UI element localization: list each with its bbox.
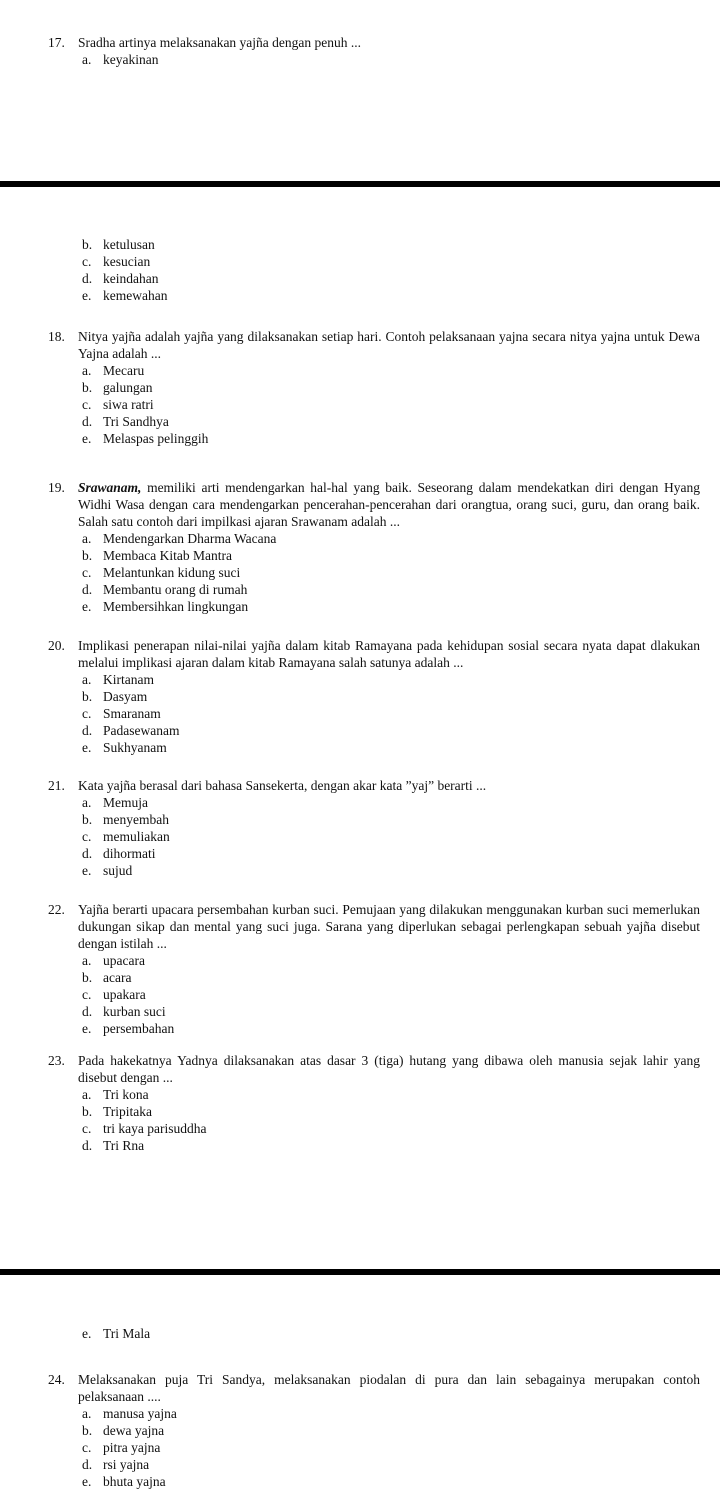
question-19 [48,479,700,615]
question-text: 21. Kata yajña berasal dari bahasa Sansekerta, dengan akar kata ”yaj” berarti ... [48,778,487,793]
option-text: Melantunkan kidung suci [103,565,241,580]
option-text: ketulusan [103,237,155,252]
option-text: Tripitaka [103,1104,153,1119]
option-letter: e. [82,863,92,878]
option-item [82,1325,700,1342]
option-letter: c. [82,565,92,580]
options-list [48,1325,700,1342]
question-number: 18. [48,329,65,344]
option-item [82,828,700,845]
options-list [48,1086,700,1154]
options-list [48,952,700,1037]
option-item [82,1103,700,1120]
option-text: Memuja [103,795,148,810]
question-23-continued [48,1325,700,1342]
option-letter: d. [82,1004,93,1019]
option-text: upakara [103,987,146,1002]
option-item [82,688,700,705]
option-text: pitra yajna [103,1440,161,1455]
option-text: keindahan [103,271,159,286]
option-text: bhuta yajna [103,1474,166,1489]
option-text: rsi yajna [103,1457,150,1472]
options-list [48,794,700,879]
option-letter: a. [82,953,92,968]
option-text: Melaspas pelinggih [103,431,209,446]
option-text: manusa yajna [103,1406,177,1421]
option-text: persembahan [103,1021,175,1036]
emphasized-term: Srawanam, [78,480,142,495]
option-item [82,986,700,1003]
option-item [82,379,700,396]
option-letter: d. [82,414,93,429]
option-letter: d. [82,1138,93,1153]
option-letter: a. [82,672,92,687]
options-list [48,51,700,68]
option-item [82,1405,700,1422]
option-item [82,1137,700,1154]
question-text: 23. Pada hakekatnya Yadnya dilaksanakan atas dasar 3 (tiga) hutang yang dibawa oleh manusia sejak lahir yang disebut dengan ... [48,1053,700,1085]
option-item [82,270,700,287]
question-22 [48,901,700,1037]
question-17 [48,34,700,68]
option-text: Mendengarkan Dharma Wacana [103,531,277,546]
option-item [82,705,700,722]
option-text: siwa ratri [103,397,154,412]
question-24 [48,1371,700,1490]
option-text: Padasewanam [103,723,180,738]
option-letter: c. [82,1440,92,1455]
option-item [82,722,700,739]
options-list [48,671,700,756]
option-text: Membantu orang di rumah [103,582,248,597]
question-18 [48,328,700,447]
option-item [82,564,700,581]
option-text: upacara [103,953,145,968]
option-item [82,671,700,688]
option-item [82,952,700,969]
option-letter: d. [82,723,93,738]
question-text: 20. Implikasi penerapan nilai-nilai yajña dalam kitab Ramayana pada kehidupan sosial secara nyata dapat dlakukan melalui implikasi ajaran dalam kitab Ramayana salah satunya adalah ... [48,638,700,670]
option-letter: c. [82,254,92,269]
option-text: menyembah [103,812,169,827]
option-item [82,862,700,879]
option-letter: b. [82,548,93,563]
options-list [48,236,700,304]
option-letter: d. [82,582,93,597]
option-item [82,1120,700,1137]
option-text: tri kaya parisuddha [103,1121,207,1136]
option-item [82,1020,700,1037]
option-item [82,1473,700,1490]
option-item [82,581,700,598]
option-letter: b. [82,380,93,395]
question-number: 19. [48,480,65,495]
option-item [82,287,700,304]
option-letter: e. [82,1021,92,1036]
option-item [82,969,700,986]
option-item [82,413,700,430]
option-text: Tri Mala [103,1326,151,1341]
question-21 [48,777,700,879]
option-text: Membersihkan lingkungan [103,599,249,614]
question-number: 23. [48,1053,65,1068]
option-letter: a. [82,52,92,67]
option-text: Tri kona [103,1087,149,1102]
option-letter: c. [82,706,92,721]
option-letter: b. [82,1423,93,1438]
option-text: memuliakan [103,829,170,844]
option-item [82,845,700,862]
question-text: 19. Srawanam, memiliki arti mendengarkan hal-hal yang baik. Seseorang dalam mendekatkan diri dengan Hyang Widhi Wasa dengan cara mendengarkan pencerahan-pencerahan dari orangtua, orang suci, guru, dan orang baik. Salah satu contoh dari impilkasi ajaran Srawanam adalah ... [48,480,700,529]
option-text: kurban suci [103,1004,166,1019]
options-list [48,1405,700,1490]
option-text: Kirtanam [103,672,154,687]
question-text: 17. Sradha artinya melaksanakan yajña dengan penuh ... [48,35,362,50]
option-item [82,739,700,756]
question-17-continued [48,236,700,304]
option-letter: a. [82,363,92,378]
page-separator-bar [0,1269,720,1275]
option-text: Tri Sandhya [103,414,169,429]
option-text: Membaca Kitab Mantra [103,548,232,563]
option-letter: e. [82,431,92,446]
option-item [82,811,700,828]
question-number: 17. [48,35,65,50]
option-text: Smaranam [103,706,161,721]
option-item [82,547,700,564]
option-item [82,236,700,253]
option-text: galungan [103,380,153,395]
question-number: 20. [48,638,65,653]
option-text: sujud [103,863,133,878]
option-item [82,1003,700,1020]
option-letter: c. [82,1121,92,1136]
option-item [82,253,700,270]
option-item [82,362,700,379]
option-letter: d. [82,846,93,861]
options-list [48,530,700,615]
option-letter: c. [82,829,92,844]
question-text: 24. Melaksanakan puja Tri Sandya, melaksanakan piodalan di pura dan lain sebagainya merupakan contoh pelaksanaan .... [48,1372,700,1404]
question-23 [48,1052,700,1154]
option-item [82,1456,700,1473]
option-letter: d. [82,1457,93,1472]
option-text: acara [103,970,132,985]
option-text: kesucian [103,254,151,269]
question-number: 22. [48,902,65,917]
option-letter: e. [82,288,92,303]
option-letter: e. [82,599,92,614]
option-letter: c. [82,397,92,412]
page-separator-bar [0,181,720,187]
option-letter: e. [82,740,92,755]
option-letter: b. [82,689,93,704]
option-letter: b. [82,812,93,827]
option-letter: c. [82,987,92,1002]
options-list [48,362,700,447]
option-text: kemewahan [103,288,168,303]
option-letter: e. [82,1326,92,1341]
option-item [82,530,700,547]
option-text: dewa yajna [103,1423,165,1438]
option-letter: a. [82,531,92,546]
option-item [82,598,700,615]
option-letter: a. [82,1087,92,1102]
option-text: Tri Rna [103,1138,145,1153]
option-letter: a. [82,1406,92,1421]
option-text: Mecaru [103,363,145,378]
question-20 [48,637,700,756]
option-letter: a. [82,795,92,810]
option-text: dihormati [103,846,156,861]
option-letter: b. [82,970,93,985]
question-number: 24. [48,1372,65,1387]
option-item [82,794,700,811]
option-text: keyakinan [103,52,159,67]
option-letter: b. [82,237,93,252]
option-item [82,51,700,68]
option-letter: e. [82,1474,92,1489]
option-item [82,1086,700,1103]
option-letter: b. [82,1104,93,1119]
option-item [82,430,700,447]
question-text: 22. Yajña berarti upacara persembahan kurban suci. Pemujaan yang dilakukan menggunakan kurban suci memerlukan dukungan sikap dan mental yang suci juga. Sarana yang diperlukan sebagai perlengkapan sebuah yajña disebut dengan istilah ... [48,902,700,951]
option-text: Sukhyanam [103,740,167,755]
question-text: 18. Nitya yajña adalah yajña yang dilaksanakan setiap hari. Contoh pelaksanaan yajna secara nitya yajna untuk Dewa Yajna adalah ... [48,329,700,361]
option-item [82,1422,700,1439]
option-item [82,396,700,413]
option-text: Dasyam [103,689,148,704]
option-item [82,1439,700,1456]
option-letter: d. [82,271,93,286]
question-number: 21. [48,778,65,793]
